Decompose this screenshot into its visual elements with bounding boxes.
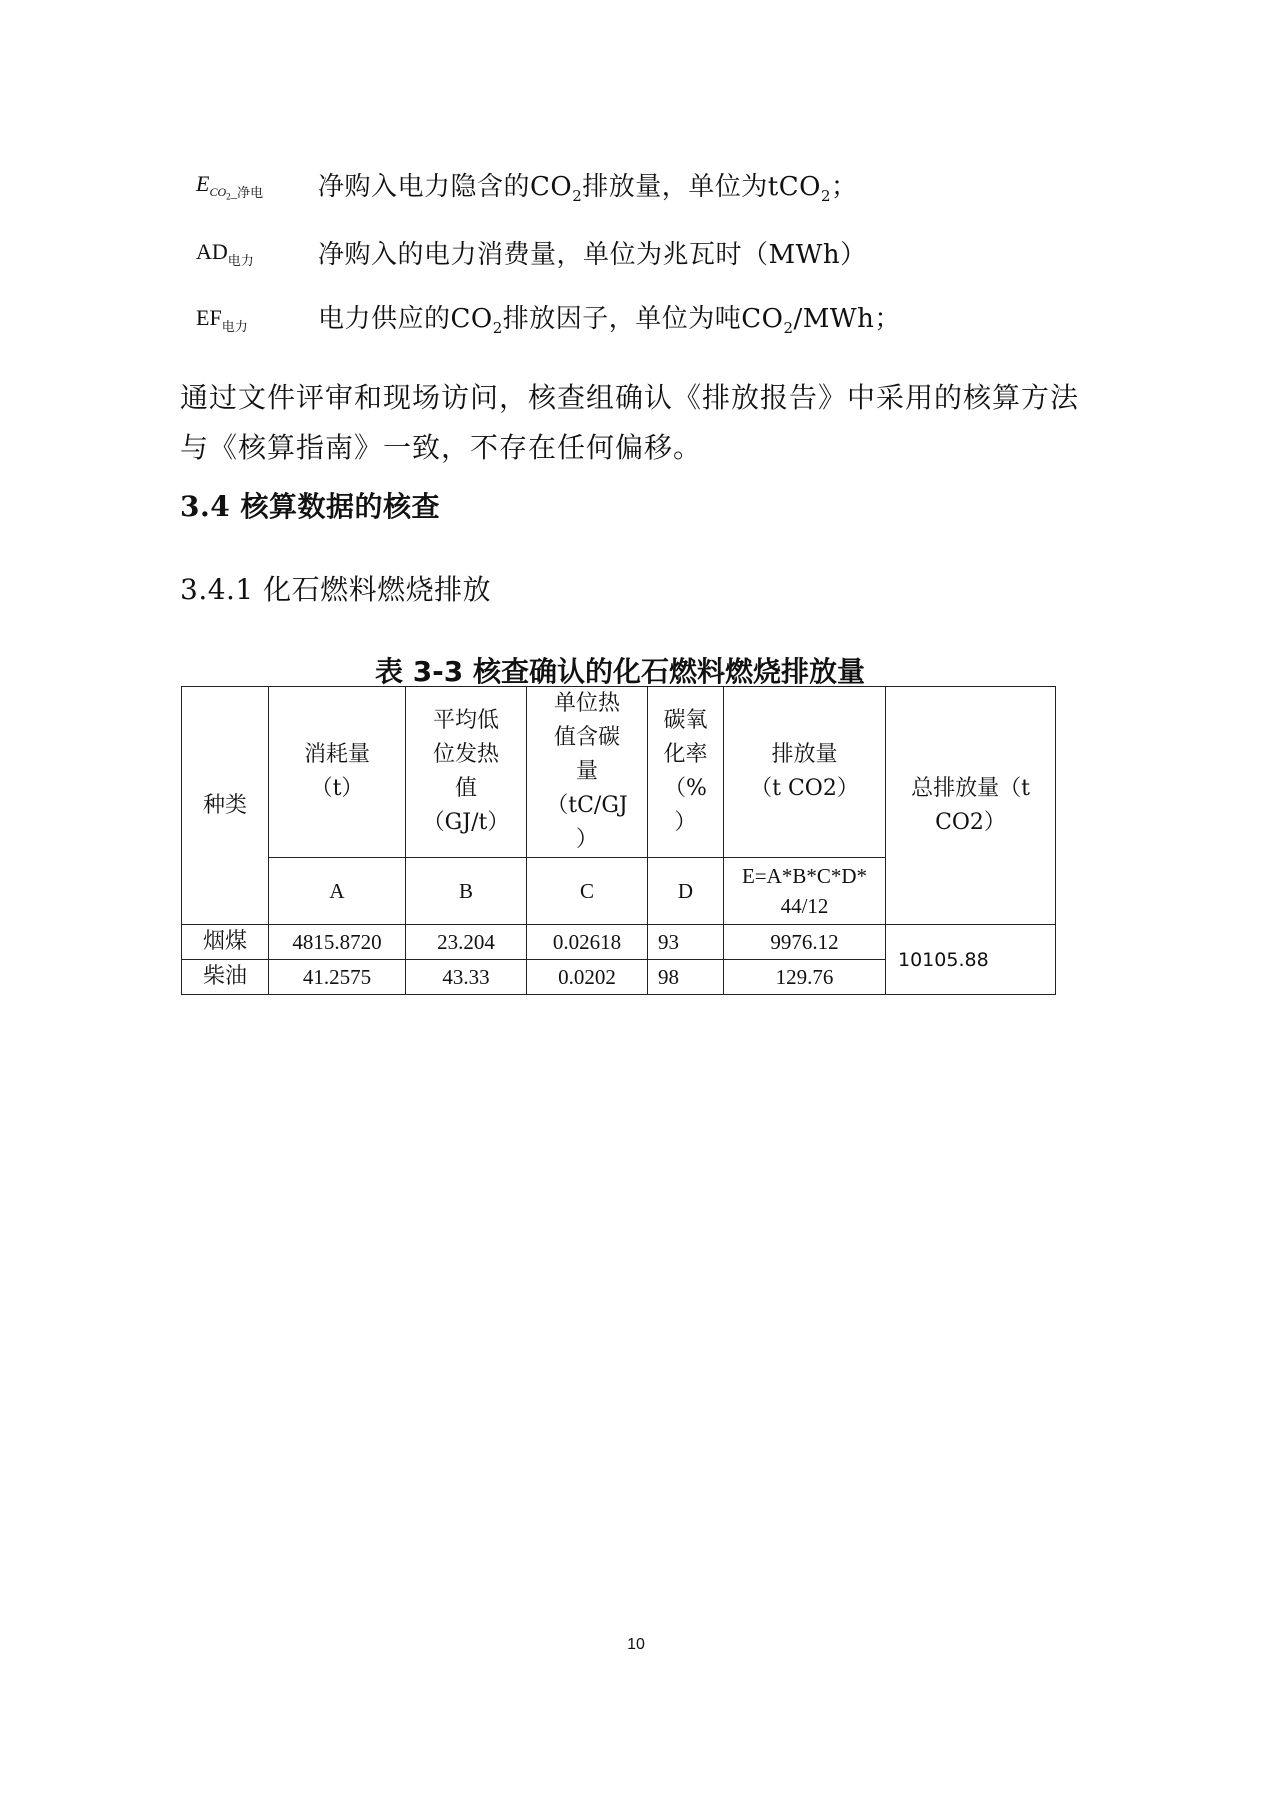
header-consumption: 消耗量 （t） [269,687,406,858]
header-kind: 种类 [182,687,269,925]
symbol-c: C [527,858,648,925]
row-carbon: 0.0202 [527,960,648,995]
header-emission: 排放量 （t CO2） [724,687,886,858]
table-header-row [182,687,1056,858]
row-consumption: 41.2575 [269,960,406,995]
row-kind: 烟煤 [182,925,269,960]
definition-symbol: $E_{CO_2\_净电}$ [196,170,264,202]
row-consumption: 4815.8720 [269,925,406,960]
definition-e-co2-net-electricity [196,166,858,206]
definition-ad-electricity [196,232,867,272]
row-kind: 柴油 [182,960,269,995]
table-caption: 表 3-3 核查确认的化石燃料燃烧排放量 [374,655,866,688]
row-emission: 129.76 [724,960,886,995]
header-oxidation-rate: 碳氧 化率 （% ） [648,687,724,858]
formula-e: E=A*B*C*D* 44/12 [724,858,886,925]
symbol-a: A [269,858,406,925]
row-ncv: 43.33 [406,960,527,995]
row-oxidation: 98 [648,960,724,995]
table-row [182,925,1056,960]
total-emission-value: 10105.88 [886,925,1056,995]
header-carbon-content: 单位热 值含碳 量 （tC/GJ ） [527,687,648,858]
definition-text: 电力供应的$CO_2$排放因子，单位为吨$CO_2$/MWh； [318,304,901,338]
definition-ef-electricity [196,298,901,338]
definition-symbol: $AD_{电力}$ [196,239,254,268]
definition-text: 净购入的电力消费量，单位为兆瓦时（MWh） [318,239,867,270]
row-ncv: 23.204 [406,925,527,960]
row-oxidation: 93 [648,925,724,960]
header-total-emission: 总排放量（t CO2） [886,687,1056,925]
header-ncv: 平均低 位发热 值 （GJ/t） [406,687,527,858]
definition-text: 净购入电力隐含的$CO_2$排放量，单位为tCO$_2$； [318,172,858,206]
subsection-heading: 3.4.1 化石燃料燃烧排放 [180,573,492,606]
symbol-b: B [406,858,527,925]
fossil-fuel-emission-table [181,686,1056,995]
page-number: 10 [627,1636,645,1653]
section-heading: 3.4 核算数据的核查 [180,490,440,523]
definition-symbol: $EF_{电力}$ [196,305,248,334]
row-emission: 9976.12 [724,925,886,960]
verification-paragraph: 通过文件评审和现场访问，核查组确认《排放报告》中采用的核算方法与《核算指南》一致，不存在任何偏移。 [180,381,1080,464]
symbol-d: D [648,858,724,925]
row-carbon: 0.02618 [527,925,648,960]
